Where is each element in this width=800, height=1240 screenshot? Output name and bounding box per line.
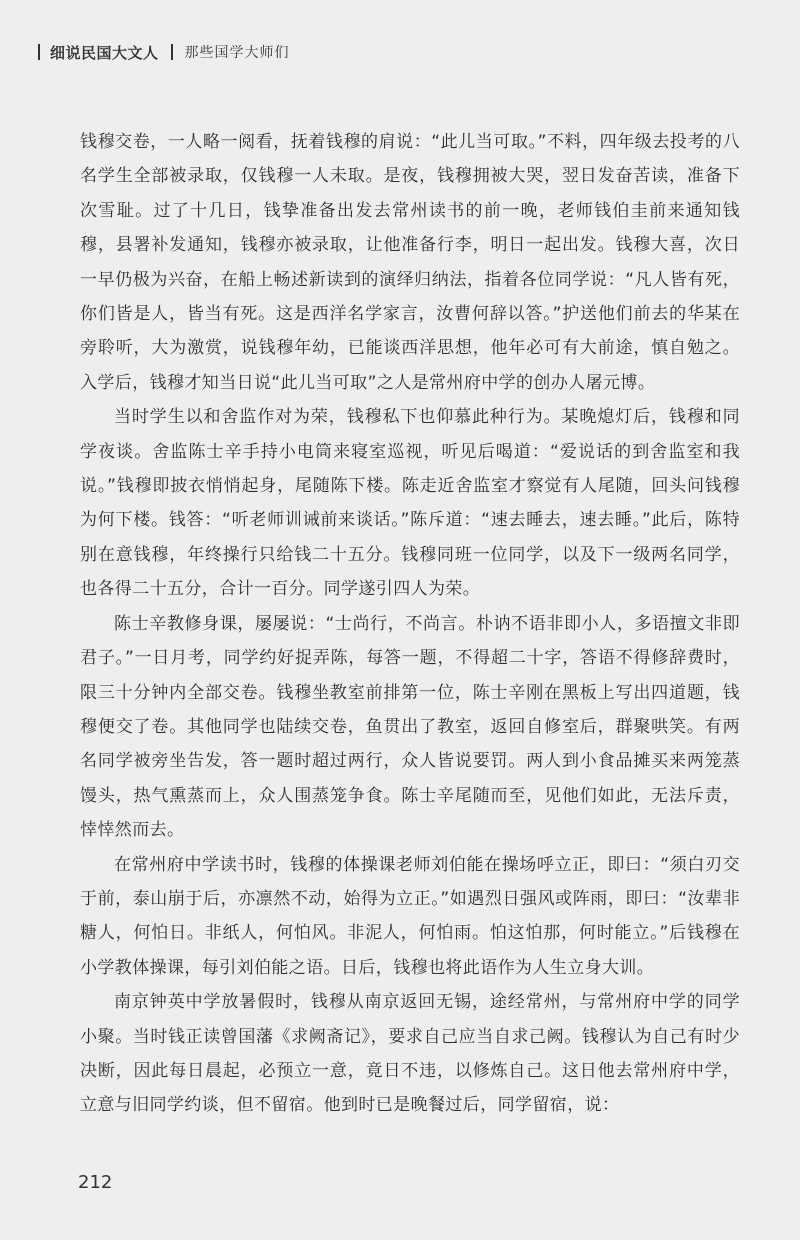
page-number: 212 bbox=[78, 1172, 113, 1193]
series-title: 细说民国大文人 bbox=[50, 43, 159, 62]
header-divider bbox=[38, 44, 40, 60]
header-divider bbox=[171, 44, 173, 60]
paragraph: 南京钟英中学放暑假时，钱穆从南京返回无锡，途经常州，与常州府中学的同学小聚。当时钱正读曾国藩《求阙斋记》，要求自己应当自求己阙。钱穆认为自己有时少决断，因此每日晨起，必预立一意，竟日不违，以修炼自己。这日他去常州府中学，立意与旧同学约谈，但不留宿。他到时已是晚餐过后，同学留宿，说： bbox=[80, 992, 740, 1116]
paragraph: 钱穆交卷，一人略一阅看，抚着钱穆的肩说：“此儿当可取。”不料，四年级去投考的八名学生全部被录取，仅钱穆一人未取。是夜，钱穆拥被大哭，翌日发奋苦读，准备下次雪耻。过了十几日，钱挚准备出发去常州读书的前一晚，老师钱伯圭前来通知钱穆，县署补发通知，钱穆亦被录取，让他准备行李，明日一起出发。钱穆大喜，次日一早仍极为兴奋，在船上畅述新读到的演绎归纳法，指着各位同学说：“凡人皆有死，你们皆是人，皆当有死。这是西洋名学家言，汝曹何辞以答。”护送他们前去的华某在旁聆听，大为激赏，说钱穆年幼，已能谈西洋思想，他年必可有大前途，慎自勉之。入学后，钱穆才知当日说“此儿当可取”之人是常州府中学的创办人屠元博。 bbox=[80, 132, 740, 393]
running-header bbox=[38, 40, 290, 64]
paragraph: 陈士辛教修身课，屡屡说：“士尚行，不尚言。朴讷不语非即小人，多语擅文非即君子。”一日月考，同学约好捉弄陈，每答一题，不得超二十字，答语不得修辞费时，限三十分钟内全部交卷。钱穆坐教室前排第一位，陈士辛刚在黑板上写出四道题，钱穆便交了卷。其他同学也陆续交卷，鱼贯出了教室，返回自修室后，群聚哄笑。有两名同学被旁坐告发，答一题时超过两行，众人皆说要罚。两人到小食品摊买来两笼蒸馒头，热气熏蒸而上，众人围蒸笼争食。陈士辛尾随而至，见他们如此，无法斥责，悻悻然而去。 bbox=[80, 613, 740, 841]
page-body bbox=[80, 125, 740, 1123]
paragraph: 在常州府中学读书时，钱穆的体操课老师刘伯能在操场呼立正，即曰：“须白刃交于前，泰山崩于后，亦凛然不动，始得为立正。”如遇烈日强风或阵雨，即曰：“汝辈非糖人，何怕日。非纸人，何怕风。非泥人，何怕雨。怕这怕那，何时能立。”后钱穆在小学教体操课，每引刘伯能之语。日后，钱穆也将此语作为人生立身大训。 bbox=[80, 854, 740, 978]
paragraph: 当时学生以和舍监作对为荣，钱穆私下也仰慕此种行为。某晚熄灯后，钱穆和同学夜谈。舍监陈士辛手持小电筒来寝室巡视，听见后喝道：“爱说话的到舍监室和我说。”钱穆即披衣悄悄起身，尾随陈下楼。陈走近舍监室才察觉有人尾随，回头问钱穆为何下楼。钱答：“听老师训诫前来谈话。”陈斥道：“速去睡去，速去睡。”此后，陈特别在意钱穆，年终操行只给钱二十五分。钱穆同班一位同学，以及下一级两名同学，也各得二十五分，合计一百分。同学遂引四人为荣。 bbox=[80, 407, 740, 600]
book-title: 那些国学大师们 bbox=[184, 45, 290, 61]
